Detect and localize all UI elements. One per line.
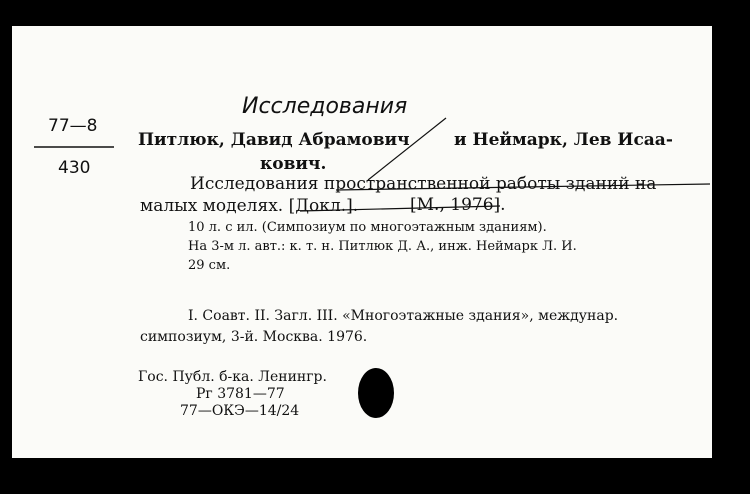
punch-hole (358, 368, 394, 418)
library-line-1: Гос. Публ. б-ка. Ленингр. (138, 369, 327, 385)
description-line-3: 29 см. (188, 258, 231, 273)
author-line-right: и Неймарк, Лев Исаа- (454, 130, 673, 150)
title-line-1: Исследования пространственной работы зданий на (190, 174, 657, 194)
tracing-line-1: I. Соавт. II. Загл. III. «Многоэтажные здания», междунар. (188, 308, 619, 324)
tracing-line-2: симпозиум, 3-й. Москва. 1976. (140, 329, 368, 345)
description-line-2: На 3-м л. авт.: к. т. н. Питлюк Д. А., инж. Неймарк Л. И. (188, 239, 577, 254)
handwritten-heading: Исследования (242, 94, 408, 119)
author-line-continuation: кович. (260, 154, 327, 174)
call-number-top: 77—8 (48, 116, 98, 136)
library-line-3: 77—ОКЭ—14/24 (180, 403, 300, 419)
library-line-2: Рг 3781—77 (196, 386, 285, 402)
author-line-left: Питлюк, Давид Абрамович (138, 130, 410, 150)
title-line-2-b: [М., 1976]. (410, 195, 506, 215)
call-number-bottom: 430 (58, 158, 91, 178)
description-line-1: 10 л. с ил. (Симпозиум по многоэтажным зданиям). (188, 220, 547, 235)
title-line-2-a: малых моделях. [Докл.]. (140, 196, 359, 216)
